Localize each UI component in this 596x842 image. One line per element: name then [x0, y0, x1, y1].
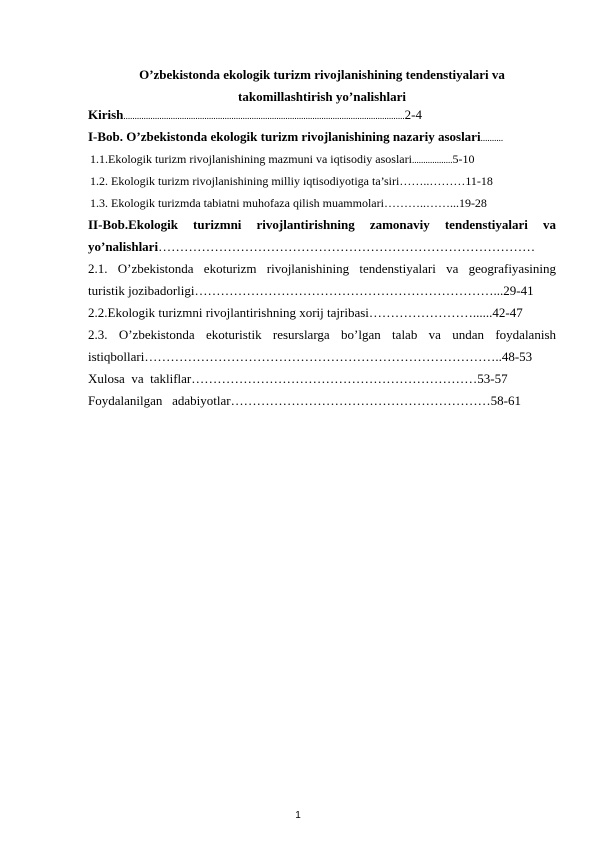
toc-pages: 5-10 — [452, 152, 475, 166]
toc-label: 2.2.Ekologik turizmni rivojlantirishning xorij tajribasi — [88, 305, 369, 320]
toc-entry-1-1 — [88, 148, 556, 170]
toc-entry-1-2 — [88, 170, 556, 192]
toc-leader: …………………………………………………… — [230, 393, 491, 408]
toc-leader: ……………………...... — [368, 305, 493, 320]
toc-label: 1.3. Ekologik turizmda tabiatni muhofaza qilish muammolari — [90, 196, 384, 210]
toc-entry-2-2 — [88, 302, 556, 324]
toc-leader: ………..……... — [383, 196, 459, 210]
toc-entry-xulosa — [88, 368, 556, 390]
toc-entry-bob-2-line-2 — [88, 236, 556, 258]
toc-label: 1.2. Ekologik turizm rivojlanishining milliy iqtisodiyotiga ta’siri — [90, 174, 400, 188]
toc-label: Xulosa va takliflar — [88, 371, 192, 386]
table-of-contents — [88, 104, 556, 412]
toc-leader: ……………………………………………………………………….. — [144, 349, 502, 364]
toc-leader: ………………………………………………………… — [191, 371, 478, 386]
toc-pages: 19-28 — [458, 196, 487, 210]
toc-entry-kirish — [88, 104, 556, 126]
toc-pages: 2-4 — [404, 107, 422, 122]
toc-pages: 42-47 — [492, 305, 523, 320]
toc-pages: 58-61 — [490, 393, 521, 408]
toc-entry-2-1-line-2 — [88, 280, 556, 302]
toc-leader: ……..……… — [399, 174, 466, 188]
toc-label: yo’nalishlari — [88, 239, 159, 254]
toc-pages: 53-57 — [477, 371, 508, 386]
toc-leader: ……………………………………………………………... — [194, 283, 504, 298]
toc-entry-2-3-line-2 — [88, 346, 556, 368]
page-number: 1 — [295, 810, 301, 821]
toc-entry-2-1-line-1: 2.1. O’zbekistonda ekoturizm rivojlanishining tendenstiyalari va geografiyasining — [88, 261, 556, 276]
toc-entry-bob-1 — [88, 126, 556, 148]
toc-label: turistik jozibadorligi — [88, 283, 195, 298]
toc-pages: 11-18 — [465, 174, 493, 188]
toc-pages: 29-41 — [503, 283, 534, 298]
toc-entry-adabiyotlar — [88, 390, 556, 412]
toc-entry-1-3 — [88, 192, 556, 214]
title-line-2: takomillashtirish yo’nalishlari — [238, 89, 406, 104]
toc-leader: ............................................................................................................................. — [123, 111, 405, 121]
toc-leader: .......... — [480, 133, 504, 143]
toc-label: 1.1.Ekologik turizm rivojlanishining mazmuni va iqtisodiy asoslari — [90, 152, 412, 166]
document-title — [88, 64, 556, 108]
toc-label: istiqbollari — [88, 349, 145, 364]
toc-pages: 48-53 — [501, 349, 533, 364]
toc-entry-bob-2-line-1: II-Bob.Ekologik turizmni rivojlantirishning zamonaviy tendenstiyalari va — [88, 217, 556, 232]
toc-leader: …………………………………………………………………………… — [158, 239, 536, 254]
toc-leader: .................. — [411, 155, 453, 165]
toc-entry-2-3-line-1: 2.3. O’zbekistonda ekoturistik resurslarga bo’lgan talab va undan foydalanish — [88, 327, 556, 342]
toc-label: Foydalanilgan adabiyotlar — [88, 393, 231, 408]
toc-label: Kirish — [88, 107, 124, 122]
toc-label: I-Bob. O’zbekistonda ekologik turizm rivojlanishining nazariy asoslari — [88, 129, 481, 144]
title-line-1: O’zbekistonda ekologik turizm rivojlanishining tendenstiyalari va — [139, 67, 505, 82]
